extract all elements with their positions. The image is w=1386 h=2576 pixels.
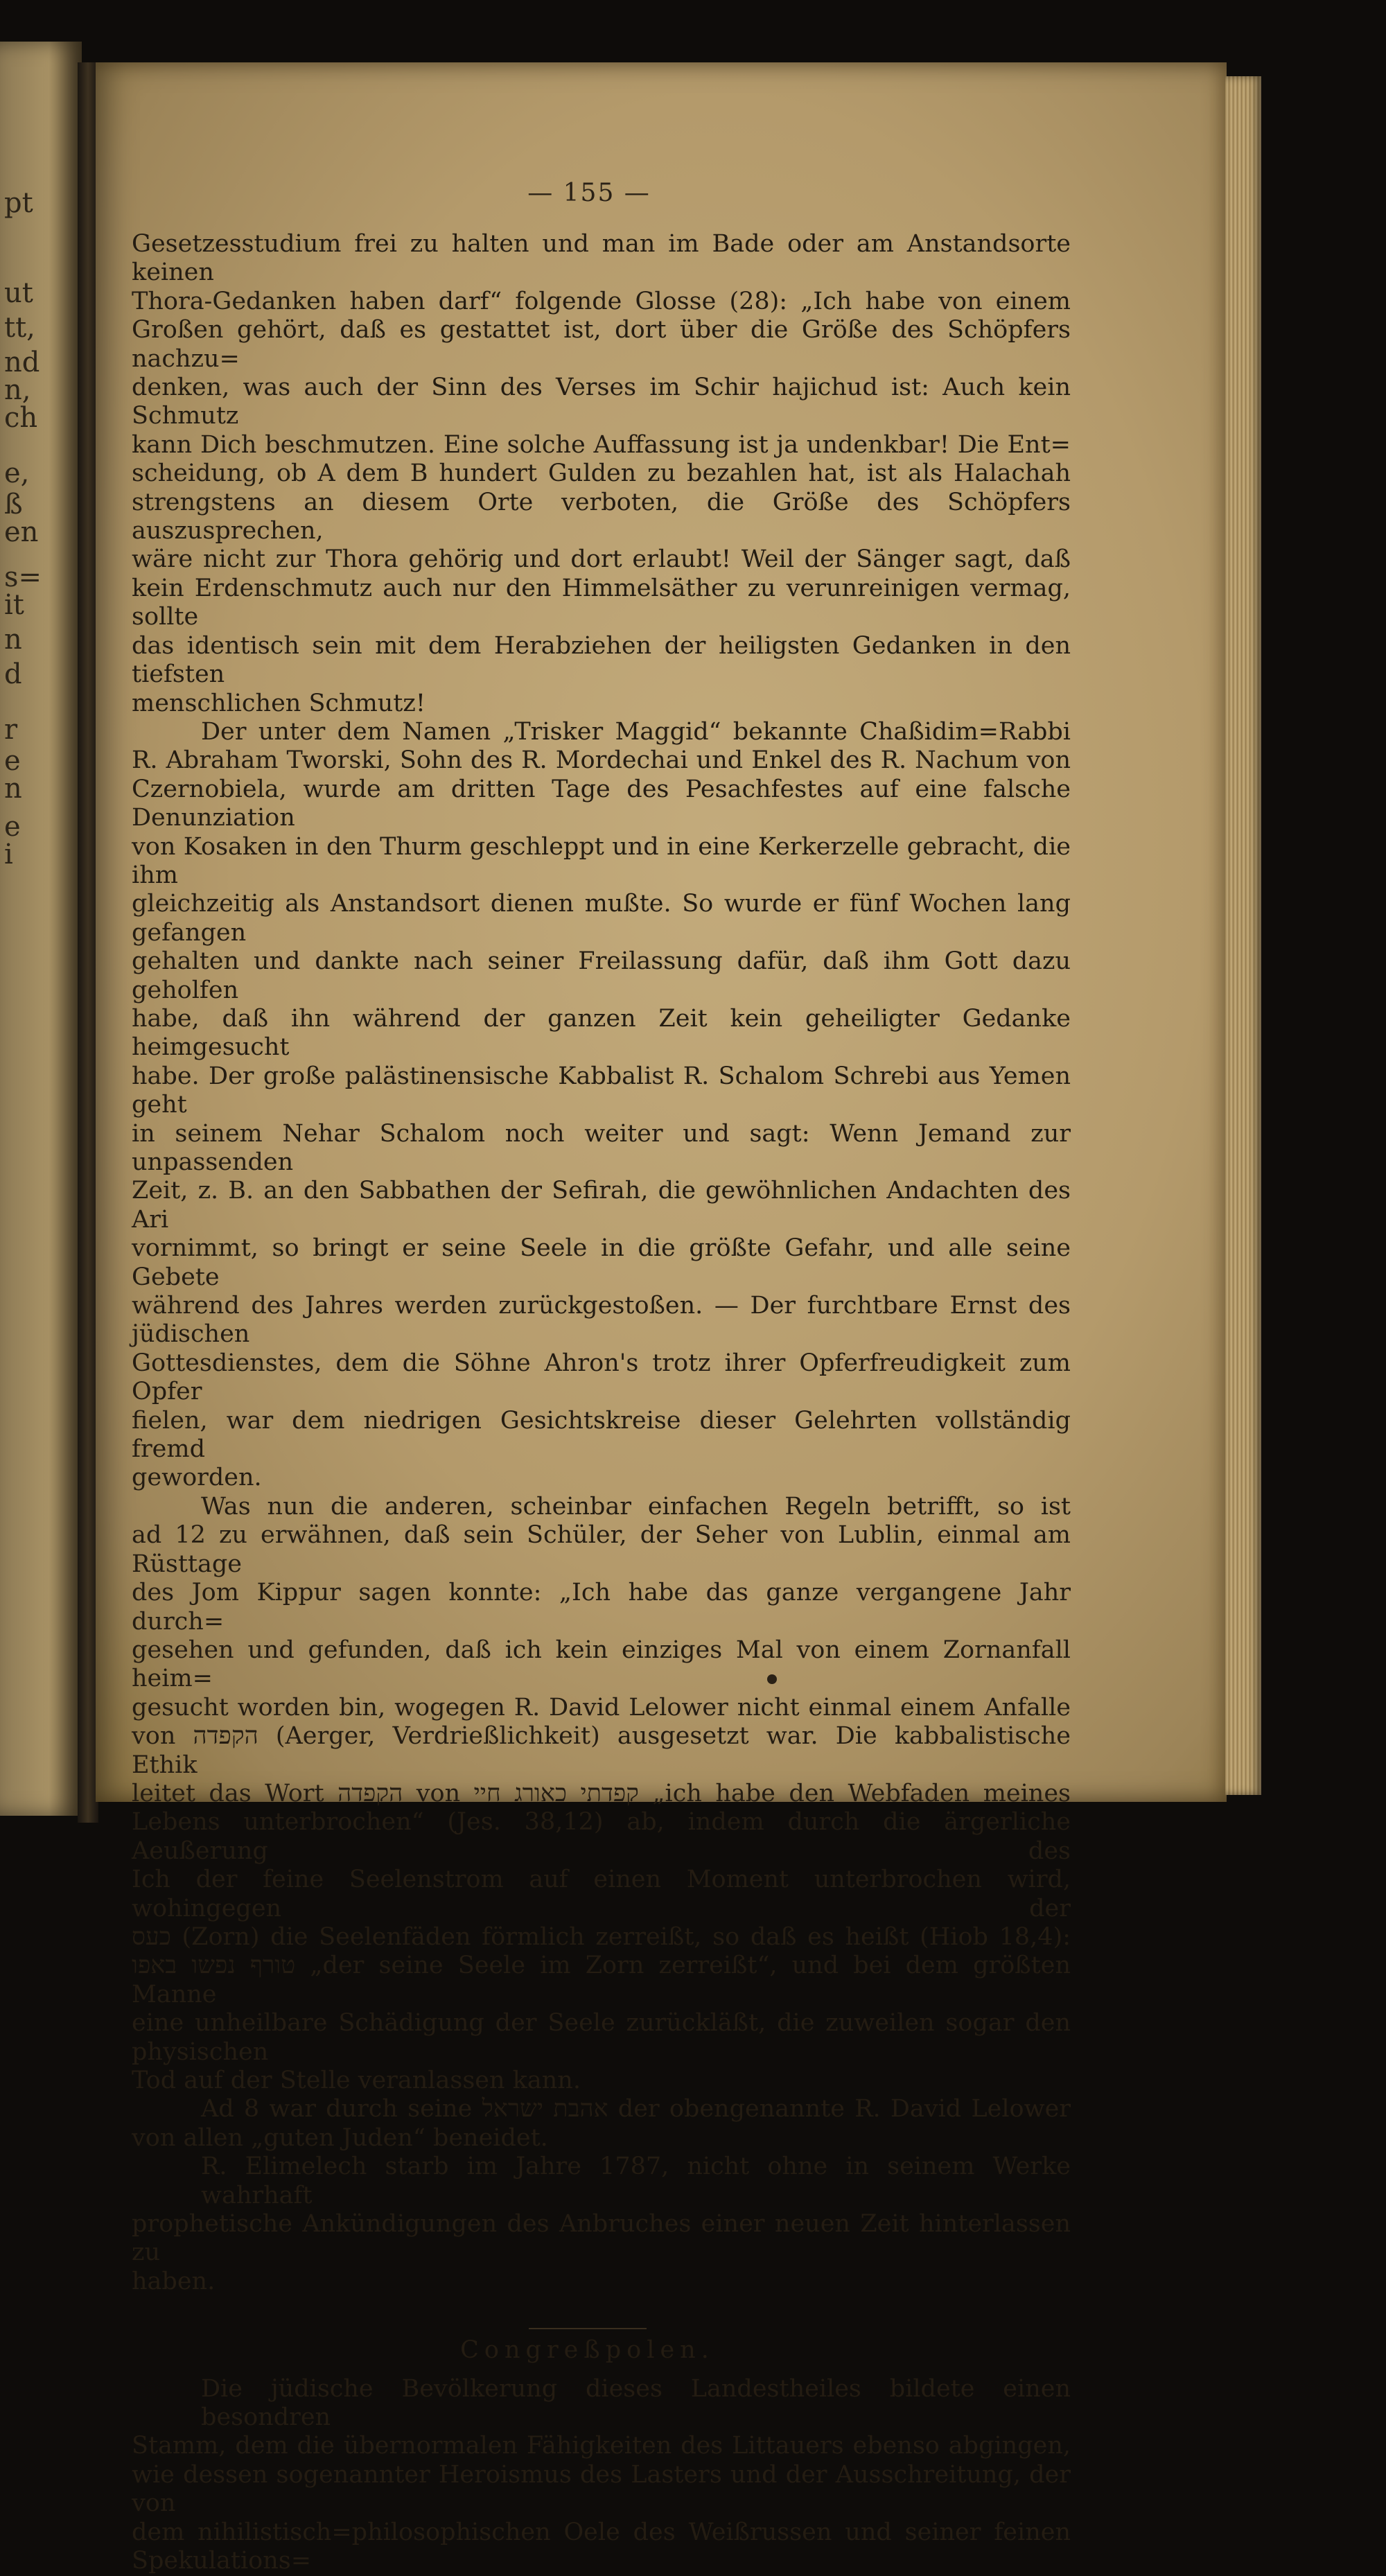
text-line: kein Erdenschmutz auch nur den Himmelsäther zu verunreinigen vermag, sollte: [132, 574, 1071, 631]
text-line: kann Dich beschmutzen. Eine solche Auffassung ist ja undenkbar! Die Ent=: [132, 430, 1071, 459]
text-line: dem nihilistisch=philosophischen Oele des Weißrussen und seiner feinen Spekulations=: [132, 2518, 1071, 2575]
text-line: scheidung, ob A dem B hundert Gulden zu bezahlen hat, ist als Halachah: [132, 459, 1071, 488]
left-page-fragment: ch: [4, 402, 38, 434]
text-line: von Kosaken in den Thurm geschleppt und in eine Kerkerzelle gebracht, die ihm: [132, 832, 1071, 889]
text-line: das identisch sein mit dem Herabziehen der heiligsten Gedanken in den tiefsten: [132, 631, 1071, 689]
text-line: gesucht worden bin, wogegen R. David Lelower nicht einmal einem Anfalle: [132, 1693, 1071, 1721]
left-page-fragment: ß: [4, 489, 23, 520]
text-line: R. Abraham Tworski, Sohn des R. Mordechai und Enkel des R. Nachum von: [132, 746, 1071, 775]
left-page-fragment: it: [4, 589, 24, 621]
paragraph: [132, 230, 1071, 718]
paragraph: [132, 718, 1071, 1493]
text-line: des Jom Kippur sagen konnte: „Ich habe das ganze vergangene Jahr durch=: [132, 1579, 1071, 1636]
page-number: — 155 —: [527, 179, 651, 207]
text-line: ad 12 zu erwähnen, daß sein Schüler, der Seher von Lublin, einmal am Rüsttage: [132, 1521, 1071, 1578]
text-line: geworden.: [132, 1464, 262, 1492]
text-line: Gesetzesstudium frei zu halten und man im Bade oder am Anstandsorte keinen: [132, 230, 1071, 287]
body-paragraphs: [132, 230, 1071, 2296]
page-edges: [1225, 76, 1261, 1795]
text-line: Ad 8 war durch seine אהבת ישראל der obengenannte R. David Lelower: [201, 2095, 1071, 2123]
left-page-fragment: n: [4, 773, 22, 805]
left-page-fragment: i: [4, 839, 13, 870]
text-line: vornimmt, so bringt er seine Seele in die größte Gefahr, und alle seine Gebete: [132, 1234, 1071, 1291]
left-page-fragment: s=: [4, 561, 42, 593]
left-page-fragment: r: [4, 714, 18, 746]
text-line: gleichzeitig als Anstandsort dienen mußte. So wurde er fünf Wochen lang gefangen: [132, 890, 1071, 947]
left-page-fragment: pt: [4, 187, 33, 219]
text-line: gehalten und dankte nach seiner Freilassung dafür, daß ihm Gott dazu geholfen: [132, 947, 1071, 1004]
text-line: von הקפדה (Aerger, Verdrießlichkeit) ausgesetzt war. Die kabbalistische Ethik: [132, 1722, 1071, 1779]
text-line: R. Elimelech starb im Jahre 1787, nicht ohne in seinem Werke wahrhaft: [201, 2153, 1071, 2209]
text-line: Ich der feine Seelenstrom auf einen Moment unterbrochen wird, wohingegen der: [132, 1866, 1071, 1922]
text-line: menschlichen Schmutz!: [132, 689, 426, 717]
text-line: Tod auf der Stelle veranlassen kann.: [132, 2067, 581, 2094]
left-page-fragment: n: [4, 624, 22, 656]
page-text: [132, 182, 1071, 2576]
left-page-fragment: e: [4, 811, 21, 843]
left-page-fragment: tt,: [4, 312, 35, 344]
paragraph: [132, 2095, 1071, 2153]
text-line: prophetische Ankündigungen des Anbruches einer neuen Zeit hinterlassen zu: [132, 2210, 1071, 2267]
text-line: wie dessen sogenannter Heroismus des Lasters und der Ausschreitung, der von: [132, 2460, 1071, 2518]
text-line: eine unheilbare Schädigung der Seele zurückläßt, die zuweilen sogar den physischen: [132, 2009, 1071, 2066]
section-paragraph: [132, 2375, 1071, 2576]
text-line: Zeit, z. B. an den Sabbathen der Sefirah, die gewöhnlichen Andachten des Ari: [132, 1177, 1071, 1234]
left-page-edge: [0, 42, 82, 1816]
paragraph: [132, 1493, 1071, 2096]
text-line: Lebens unterbrochen“ (Jes. 38,12) ab, indem durch die ärgerliche Aeußerung des: [132, 1808, 1071, 1865]
text-line: כעס (Zorn) die Seelenfäden förmlich zerreißt, so daß es heißt (Hiob 18,4):: [132, 1922, 1071, 1951]
left-page-fragment: ut: [4, 277, 33, 309]
left-page-fragment: d: [4, 658, 22, 690]
left-page-fragment: nd: [4, 347, 40, 378]
text-line: gesehen und gefunden, daß ich kein einziges Mal von einem Zornanfall heim=: [132, 1636, 1071, 1693]
left-page-fragment: en: [4, 516, 39, 548]
text-line: wäre nicht zur Thora gehörig und dort erlaubt! Weil der Sänger sagt, daß: [132, 545, 1071, 574]
text-line: Großen gehört, daß es gestattet ist, dort über die Größe des Schöpfers nachzu=: [132, 316, 1071, 373]
text-line: leitet das Wort הקפדה von קפדתי כאורג חיי „ich habe den Webfaden meines: [132, 1779, 1071, 1807]
text-line: Der unter dem Namen „Trisker Maggid“ bekannte Chaßidim=Rabbi: [201, 717, 1071, 746]
text-line: Was nun die anderen, scheinbar einfachen Regeln betrifft, so ist: [201, 1492, 1071, 1521]
text-line: Stamm, dem die übernormalen Fähigkeiten des Littauers ebenso abgingen,: [132, 2432, 1071, 2460]
text-line: denken, was auch der Sinn des Verses im Schir hajichud ist: Auch kein Schmutz: [132, 374, 1071, 430]
left-page-fragment: e: [4, 745, 21, 777]
text-line: fielen, war dem niedrigen Gesichtskreise dieser Gelehrten vollständig fremd: [132, 1406, 1071, 1464]
text-line: in seinem Nehar Schalom noch weiter und sagt: Wenn Jemand zur unpassenden: [132, 1119, 1071, 1176]
text-line: strengstens an diesem Orte verboten, die Größe des Schöpfers auszusprechen,: [132, 488, 1071, 545]
text-line: habe, daß ihn während der ganzen Zeit kein geheiligter Gedanke heimgesucht: [132, 1004, 1071, 1062]
text-line: טורף נפשו באפו „der seine Seele im Zorn zerreißt“, und bei dem größten Manne: [132, 1952, 1071, 2008]
text-line: Thora-Gedanken haben darf“ folgende Glosse (28): „Ich habe von einem: [132, 287, 1071, 315]
left-page-fragment: e,: [4, 457, 30, 489]
section-divider: [529, 2328, 647, 2329]
text-line: Czernobiela, wurde am dritten Tage des Pesachfestes auf eine falsche Denunziation: [132, 775, 1071, 832]
text-line: während des Jahres werden zurückgestoßen. — Der furchtbare Ernst des jüdischen: [132, 1292, 1071, 1349]
paragraph: [132, 2153, 1071, 2296]
text-line: habe. Der große palästinensische Kabbalist R. Schalom Schrebi aus Yemen geht: [132, 1062, 1071, 1119]
left-page-fragment: n,: [4, 374, 31, 406]
text-line: Gottesdienstes, dem die Söhne Ahron's trotz ihrer Opferfreudigkeit zum Opfer: [132, 1349, 1071, 1406]
text-line: haben.: [132, 2267, 216, 2295]
section-heading: Congreßpolen.: [460, 2336, 714, 2365]
ink-dot: [767, 1674, 777, 1684]
text-line: von allen „guten Juden“ beneidet.: [132, 2123, 548, 2152]
text-line: Die jüdische Bevölkerung dieses Landestheiles bildete einen besondren: [201, 2374, 1071, 2432]
